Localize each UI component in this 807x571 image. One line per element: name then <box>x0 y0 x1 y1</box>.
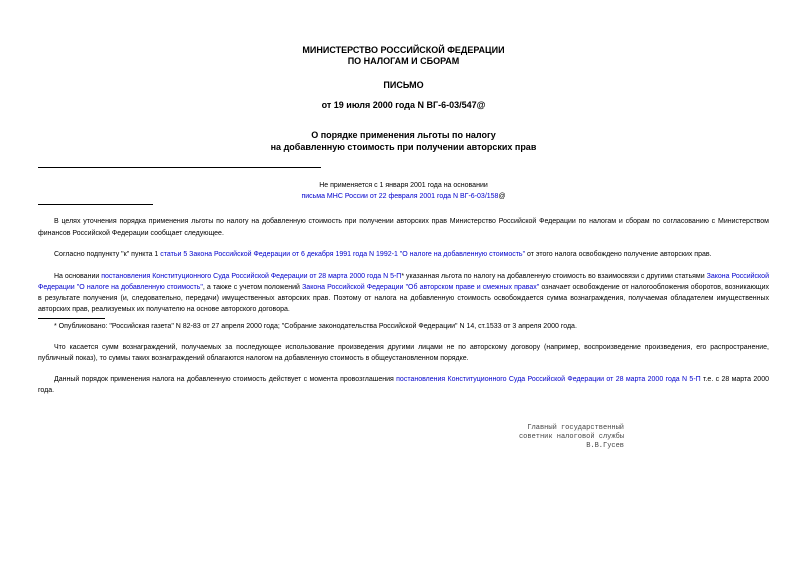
ministry-line-1: МИНИСТЕРСТВО РОССИЙСКОЙ ФЕДЕРАЦИИ <box>302 45 505 55</box>
status-note-line-2 <box>0 191 807 202</box>
p5-text-before: Данный порядок применения налога на добавленную стоимость действует с момента провозглашения <box>54 376 397 383</box>
copyright-law-link[interactable]: Закона Российской Федерации "Об авторском праве и смежных правах" <box>302 284 540 291</box>
paragraph-5 <box>38 374 769 396</box>
status-note-line-1: Не применяется с 1 января 2001 года на основании <box>319 182 488 189</box>
p3-text-mid-2: , а также с учетом положений <box>202 284 303 291</box>
separator-line <box>38 167 321 168</box>
p2-text-before: Согласно подпункту "к" пункта 1 <box>54 251 161 258</box>
constitutional-court-link-2[interactable]: постановления Конституционного Суда Российской Федерации от 28 марта 2000 года N 5-П <box>396 376 701 383</box>
ministry-line-2: ПО НАЛОГАМ И СБОРАМ <box>347 56 460 66</box>
vat-law-link[interactable]: Закона Российской Федерации "О налоге на добавленную стоимость" <box>38 273 769 291</box>
paragraph-4: Что касается сумм вознаграждений, получаемых за последующее использование произведения другими лицами не по авторскому договору (например, воспроизведение произведения, его распространение, публичный показ), то суммы таких вознаграждений облагаются налогом на добавленную стоимость в общеустановленном порядке. <box>38 344 769 362</box>
subject-line-2: на добавленную стоимость при получении авторских прав <box>270 142 537 152</box>
subject-line-1: О порядке применения льготы по налогу <box>311 130 496 140</box>
law-article-5-link[interactable]: статьи 5 Закона Российской Федерации от 6 декабря 1991 года N 1992-1 "О налоге на добавленную стоимость" <box>160 251 526 258</box>
paragraph-2 <box>38 249 769 261</box>
p2-text-after: от этого налога освобождено получение авторских прав. <box>525 251 712 258</box>
paragraph-1: В целях уточнения порядка применения льготы по налогу на добавленную стоимость при получении авторских прав Министерство Российской Федерации по налогам и сборам по согласованию с Министерством финансов Российской Федерации сообщает следующее. <box>38 218 769 237</box>
paragraph-3 <box>38 271 769 315</box>
footnote: * Опубликовано: "Российская газета" N 82-83 от 27 апреля 2000 года; "Собрание законодательства Российской Федерации" N 14, ст.1533 от 3 апреля 2000 года. <box>54 323 577 330</box>
signature-block <box>519 424 624 451</box>
signature-name: В.В.Гусев <box>586 442 624 450</box>
p3-text-before: На основании <box>54 273 102 280</box>
footnote-separator <box>38 318 105 319</box>
p3-text-mid-1: * указанная льгота по налогу на добавленную стоимость во взаимосвязи с другими статьями <box>401 273 707 280</box>
status-note-link[interactable]: письма МНС России от 22 февраля 2001 года N ВГ-6-03/158 <box>301 193 499 200</box>
signature-title-2: советник налоговой службы <box>518 433 624 441</box>
document-date-number: от 19 июля 2000 года N ВГ-6-03/547@ <box>321 100 486 110</box>
p3-text-after: означает освобождение от налогообложения оборотов, возникающих в результате получения (и, следовательно, передачи) имущественных авторских прав. Поэтому от налога на добавленную стоимость освобождается сумма вознаграждения, получаемая обладателем имущественных авторских прав, реализуемых их получателю на основе авторского договора. <box>38 284 770 313</box>
signature-title-1: Главный государственный <box>527 424 624 432</box>
separator-line-short <box>38 204 153 205</box>
status-note-suffix: @ <box>498 193 506 200</box>
p5-text-after: т.е. с 28 марта 2000 года. <box>38 376 769 394</box>
document-type: ПИСЬМО <box>383 80 424 90</box>
constitutional-court-link[interactable]: постановления Конституционного Суда Российской Федерации от 28 марта 2000 года N 5-П <box>101 273 402 280</box>
